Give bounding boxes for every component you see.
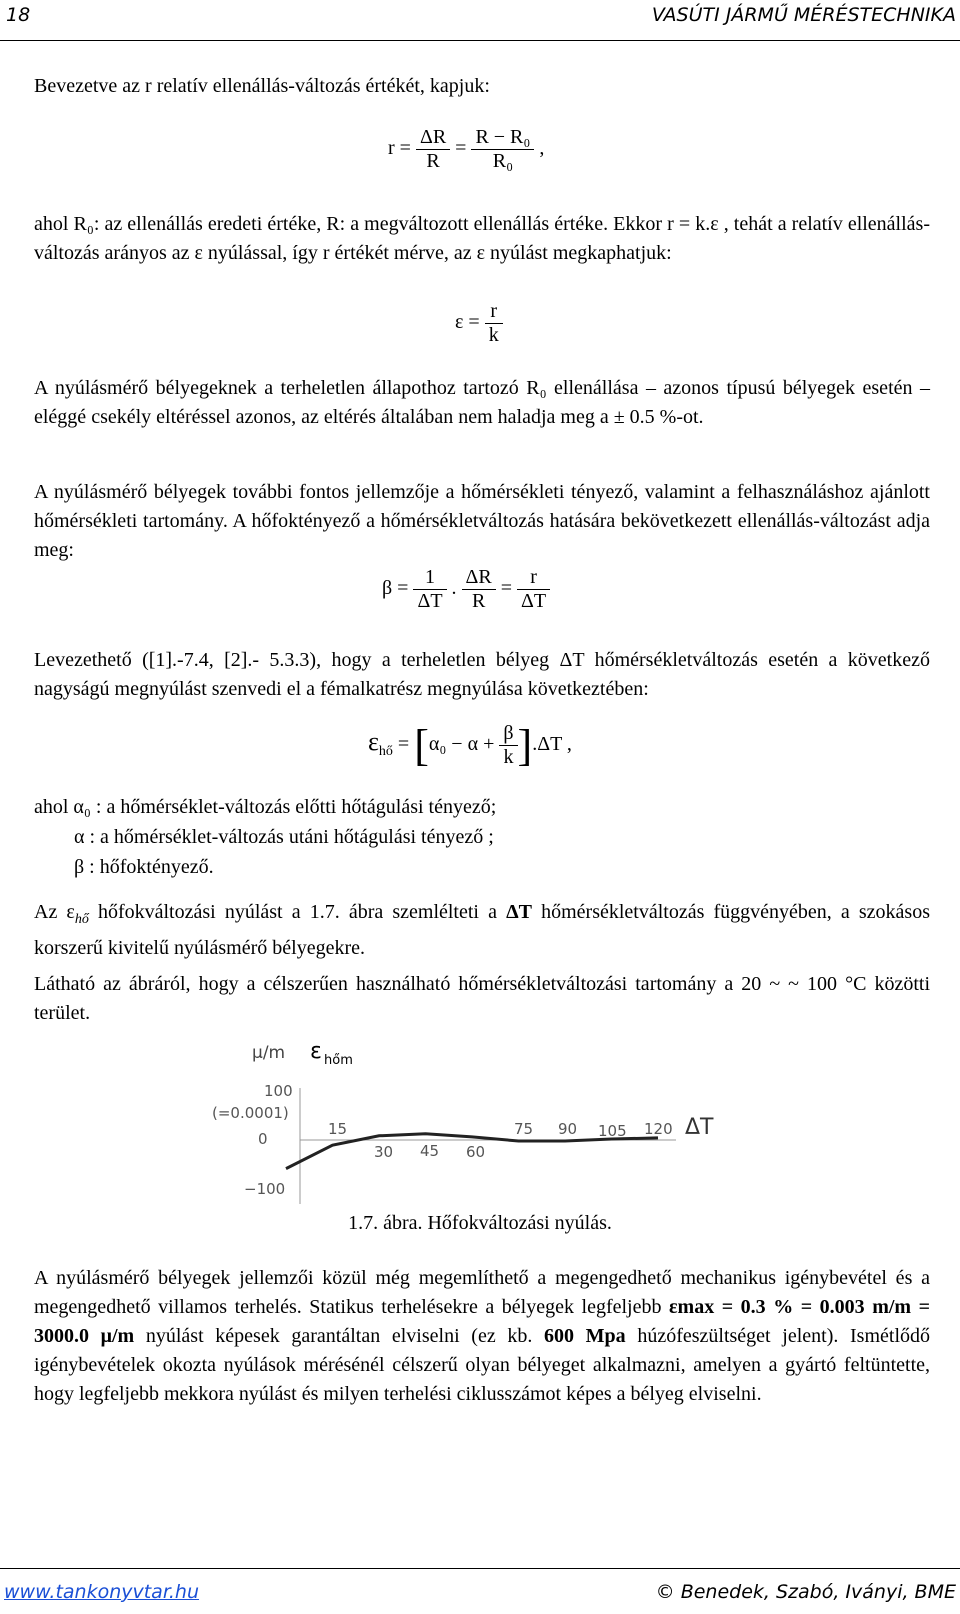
eq1-frac2 bbox=[471, 126, 534, 173]
eq1-eq: = bbox=[455, 137, 467, 160]
x-tick-30: 30 bbox=[374, 1143, 394, 1161]
running-title: VASÚTI JÁRMŰ MÉRÉSTECHNIKA bbox=[651, 4, 956, 26]
equation-r bbox=[388, 126, 544, 173]
p8-part-a: A nyúlásmérő bélyegek jellemzői közül még megemlíthető a megengedhető mechanikus igénybevétel és a megengedhető villamos terhelés. Statikus terhelésekre a bélyegek legfeljebb bbox=[34, 1267, 930, 1318]
eq4-lhs: ε bbox=[368, 727, 379, 757]
eq1-lhs: r = bbox=[388, 137, 411, 160]
eq2-lhs: ε = bbox=[455, 311, 480, 334]
thermal-strain-figure bbox=[200, 1036, 720, 1204]
p8-part-c: nyúlást képesek garantáltan elviselni (ez kb. bbox=[134, 1325, 545, 1347]
x-tick-60: 60 bbox=[466, 1143, 486, 1161]
eq4-den: k bbox=[503, 746, 514, 768]
eq2-frac bbox=[485, 300, 503, 347]
paragraph-r0-tolerance: A nyúlásmérő bélyegeknek a terheletlen állapothoz tartozó R₀ ellenállása – azonos típusú bélyegek esetén – eléggé csekély eltéréssel azonos, az eltérés általában nem haladja meg a ± 0.5 %-ot. bbox=[34, 377, 930, 428]
eq3-frac3 bbox=[517, 566, 550, 613]
y-tick-0: 0 bbox=[258, 1130, 268, 1148]
p8-part-e: húzófeszültséget jelent). Ismétlődő igénybevételek okozta nyúlások mérésénél célszerű olyan bélyeget alkalmazni, amelyen a gyártó feltüntette, hogy legfeljebb mekkora nyúlást és milyen terhelési ciklusszámot képes a bélyeg elviselni. bbox=[34, 1325, 930, 1405]
eq1-frac1 bbox=[416, 126, 450, 173]
eq1-tail: , bbox=[539, 137, 545, 160]
page-header bbox=[0, 0, 960, 41]
paragraph-derivation: Levezethető ([1].-7.4, [2].- 5.3.3), hogy a terheletlen bélyeg ΔT hőmérsékletváltozás esetén a következő nagyságú megnyúlást szenvedi el a fémalkatrész megnyúlása következtében: bbox=[34, 649, 930, 700]
y-tick-100-equiv: (=0.0001) bbox=[212, 1104, 289, 1122]
eq3-f2-den: R bbox=[471, 590, 486, 612]
paragraph-figure-reference bbox=[34, 898, 930, 963]
eq4-bracket-right: ] bbox=[517, 721, 533, 770]
eq3-eq: = bbox=[500, 577, 513, 600]
equation-thermal-strain bbox=[368, 720, 572, 771]
y-symbol-sub-label: hőm bbox=[324, 1053, 353, 1068]
p6-delta-t: ΔT bbox=[506, 901, 532, 923]
y-tick-100: 100 bbox=[264, 1082, 293, 1100]
eq4-frac bbox=[499, 722, 517, 769]
figure-caption: 1.7. ábra. Hőfokváltozási nyúlás. bbox=[348, 1212, 612, 1234]
eq3-f1-num: 1 bbox=[413, 566, 446, 590]
eq1-f1-den: R bbox=[426, 150, 440, 172]
eq4-bracket-left: [ bbox=[414, 721, 429, 770]
footer-copyright: © Benedek, Szabó, Iványi, BME bbox=[655, 1581, 956, 1603]
eq4-tail: .ΔT , bbox=[532, 733, 572, 756]
p6-part-a: Az ε bbox=[34, 901, 75, 923]
eq1-f2-den: R₀ bbox=[492, 150, 514, 172]
eq3-f1-den: ΔT bbox=[417, 590, 443, 612]
eq1-f2-num: R − R₀ bbox=[471, 126, 534, 150]
eq3-frac2 bbox=[462, 566, 496, 613]
x-tick-15: 15 bbox=[328, 1120, 348, 1138]
p6-part-b: hőfokváltozási nyúlást a 1.7. ábra szemlélteti a bbox=[88, 901, 507, 923]
p8-stress: 600 Mpa bbox=[544, 1325, 626, 1347]
x-tick-75: 75 bbox=[514, 1120, 534, 1138]
eq3-f3-den: ΔT bbox=[521, 590, 547, 612]
footer-link[interactable]: www.tankonyvtar.hu bbox=[4, 1581, 200, 1603]
eq3-f2-num: ΔR bbox=[462, 566, 496, 590]
y-symbol-label: ε bbox=[310, 1039, 322, 1064]
y-tick-minus-100: −100 bbox=[244, 1180, 286, 1198]
p6-part-d: hőmérsékletváltozás függvényében, a szokásos korszerű kivitelű nyúlásmérő bélyegekre. bbox=[34, 901, 930, 959]
eq4-inner: α₀ − α + bbox=[428, 733, 495, 756]
eq2-den: k bbox=[488, 324, 499, 346]
equation-epsilon bbox=[455, 300, 503, 347]
eq3-frac1 bbox=[413, 566, 446, 613]
paragraph-temperature-coefficient: A nyúlásmérő bélyegek további fontos jellemzője a hőmérsékleti tényező, valamint a felhasználáshoz ajánlott hőmérsékleti tartomány. A hőfoktényező a hőmérsékletváltozás hatására bekövetkezett ellenállás-változást adja meg: bbox=[34, 481, 930, 561]
definition-beta: β : hőfoktényező. bbox=[74, 856, 214, 878]
eq1-f1-num: ΔR bbox=[416, 126, 450, 150]
paragraph-load-limits bbox=[34, 1264, 930, 1409]
eq3-lhs: β = bbox=[382, 577, 409, 600]
paragraph-intro: Bevezetve az r relatív ellenállás-változás értékét, kapjuk: bbox=[34, 75, 490, 97]
eq4-eq: = bbox=[397, 733, 410, 756]
paragraph-definitions: ahol R₀: az ellenállás eredeti értéke, R: a megváltozott ellenállás értéke. Ekkor r = k.ε , tehát a relatív ellenállás-változás arányos az ε nyúlással, így r értékét mérve, az ε nyúlást megkaphatjuk: bbox=[34, 213, 930, 264]
x-tick-45: 45 bbox=[420, 1142, 440, 1160]
x-symbol-label: ΔT bbox=[685, 1115, 714, 1140]
x-tick-120: 120 bbox=[644, 1120, 673, 1138]
x-tick-90: 90 bbox=[558, 1120, 578, 1138]
page-footer bbox=[0, 1568, 960, 1614]
x-tick-105: 105 bbox=[598, 1122, 627, 1140]
page-number: 18 bbox=[6, 4, 31, 26]
p6-sub: hő bbox=[74, 912, 89, 927]
eq2-num: r bbox=[485, 300, 503, 324]
definition-alpha0: ahol α₀ : a hőmérséklet-változás előtti hőtágulási tényező; bbox=[34, 796, 497, 818]
eq3-dot: . bbox=[451, 577, 457, 600]
paragraph-usable-range: Látható az ábráról, hogy a célszerűen használható hőmérsékletváltozási tartomány a 20 ~ ~ 100 °C közötti terület. bbox=[34, 973, 930, 1024]
eq4-lhs-sub: hő bbox=[378, 744, 393, 760]
definition-alpha: α : a hőmérséklet-változás utáni hőtágulási tényező ; bbox=[74, 826, 494, 848]
eq4-num: β bbox=[499, 722, 517, 746]
p8-max-strain: εmax = 0.3 % = 0.003 m/m = 3000.0 μ/m bbox=[34, 1296, 930, 1347]
eq3-f3-num: r bbox=[517, 566, 550, 590]
equation-beta bbox=[382, 566, 550, 613]
y-unit-label: μ/m bbox=[252, 1043, 286, 1063]
